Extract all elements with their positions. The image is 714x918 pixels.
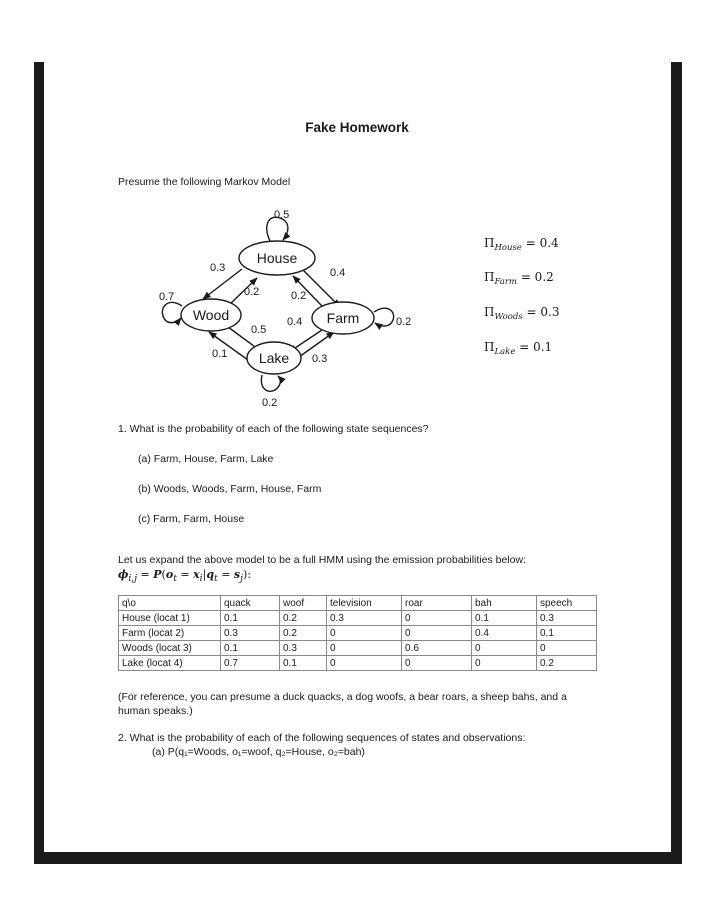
question-1-option-a: (a) Farm, House, Farm, Lake <box>138 453 274 465</box>
table-header-cell: bah <box>472 596 537 611</box>
table-cell: Woods (locat 3) <box>119 641 221 656</box>
question-2-option-a: (a) P(q₁=Woods, o₁=woof, q₂=House, o₂=bah) <box>152 746 365 758</box>
reference-note-line-2: human speaks.) <box>118 705 193 717</box>
label-lake-to-wood: 0.1 <box>212 348 228 360</box>
table-cell: 0.1 <box>472 611 537 626</box>
label-farm-to-house: 0.2 <box>291 290 307 302</box>
table-cell: 0.3 <box>280 641 327 656</box>
question-2: 2. What is the probability of each of the following sequences of states and observations: <box>118 732 526 744</box>
table-cell: 0 <box>472 641 537 656</box>
table-row <box>119 656 597 671</box>
node-label-farm: Farm <box>326 310 360 326</box>
table-cell: 0.1 <box>280 656 327 671</box>
prior-lake: $\Pi_{Lake} = 0.1$ <box>484 340 553 357</box>
self-loop-lake <box>261 375 280 391</box>
table-cell: 0.1 <box>221 641 280 656</box>
node-label-wood: Wood <box>192 307 230 323</box>
node-label-lake: Lake <box>258 350 290 366</box>
table-cell: 0.1 <box>221 611 280 626</box>
label-lake-to-farm: 0.4 <box>287 316 303 328</box>
label-house-to-farm: 0.4 <box>330 267 346 279</box>
label-wood-self: 0.7 <box>159 291 175 303</box>
table-cell: 0 <box>402 611 472 626</box>
table-cell: 0.4 <box>472 626 537 641</box>
prior-house: $\Pi_{House} = 0.4$ <box>484 236 559 253</box>
table-header-cell: roar <box>402 596 472 611</box>
table-header-row <box>119 596 597 611</box>
table-header-cell: woof <box>280 596 327 611</box>
table-cell: 0 <box>327 641 402 656</box>
table-cell: 0.2 <box>280 611 327 626</box>
table-cell: 0.2 <box>280 626 327 641</box>
emission-probability-table <box>118 595 597 671</box>
table-row <box>119 611 597 626</box>
label-wood-to-lake: 0.5 <box>251 324 267 336</box>
table-cell: 0.1 <box>537 626 597 641</box>
label-house-self: 0.5 <box>274 209 290 221</box>
table-cell: 0 <box>472 656 537 671</box>
table-cell: 0.3 <box>221 626 280 641</box>
label-farm-self: 0.2 <box>396 316 412 328</box>
table-cell: 0 <box>537 641 597 656</box>
label-house-to-wood: 0.3 <box>210 262 226 274</box>
hmm-intro: Let us expand the above model to be a full HMM using the emission probabilities below: <box>118 554 526 566</box>
table-header-cell: speech <box>537 596 597 611</box>
label-lake-self: 0.2 <box>262 397 278 409</box>
table-cell: House (locat 1) <box>119 611 221 626</box>
table-cell: 0.3 <box>537 611 597 626</box>
table-cell: 0 <box>327 656 402 671</box>
table-cell: 0.3 <box>327 611 402 626</box>
label-wood-to-house: 0.2 <box>244 286 260 298</box>
node-label-house: House <box>256 250 298 266</box>
question-1: 1. What is the probability of each of the following state sequences? <box>118 423 429 435</box>
self-loop-farm <box>374 308 394 326</box>
table-header-cell: television <box>327 596 402 611</box>
document-title: Fake Homework <box>305 120 409 135</box>
self-loop-wood <box>162 302 182 322</box>
table-row <box>119 641 597 656</box>
table-row <box>119 626 597 641</box>
label-farm-to-lake: 0.3 <box>312 353 328 365</box>
table-cell: 0.7 <box>221 656 280 671</box>
intro-text: Presume the following Markov Model <box>118 176 291 188</box>
table-header-cell: quack <box>221 596 280 611</box>
question-1-option-b: (b) Woods, Woods, Farm, House, Farm <box>138 483 322 495</box>
table-cell: 0 <box>402 626 472 641</box>
table-header-cell: q\o <box>119 596 221 611</box>
reference-note <box>118 690 567 718</box>
reference-note-line-1: (For reference, you can presume a duck quacks, a dog woofs, a bear roars, a sheep bahs, and a <box>118 691 567 703</box>
prior-woods: $\Pi_{Woods} = 0.3$ <box>484 305 560 322</box>
question-1-option-c: (c) Farm, Farm, House <box>138 513 245 525</box>
table-cell: Farm (locat 2) <box>119 626 221 641</box>
table-cell: 0.2 <box>537 656 597 671</box>
table-cell: 0 <box>402 656 472 671</box>
prior-farm: $\Pi_{Farm} = 0.2$ <box>484 270 554 287</box>
table-cell: 0.6 <box>402 641 472 656</box>
table-cell: Lake (locat 4) <box>119 656 221 671</box>
table-cell: 0 <box>327 626 402 641</box>
emission-formula: $\phi_{i,j} = P(o_t = x_i|q_t = s_j)$: <box>118 568 251 585</box>
